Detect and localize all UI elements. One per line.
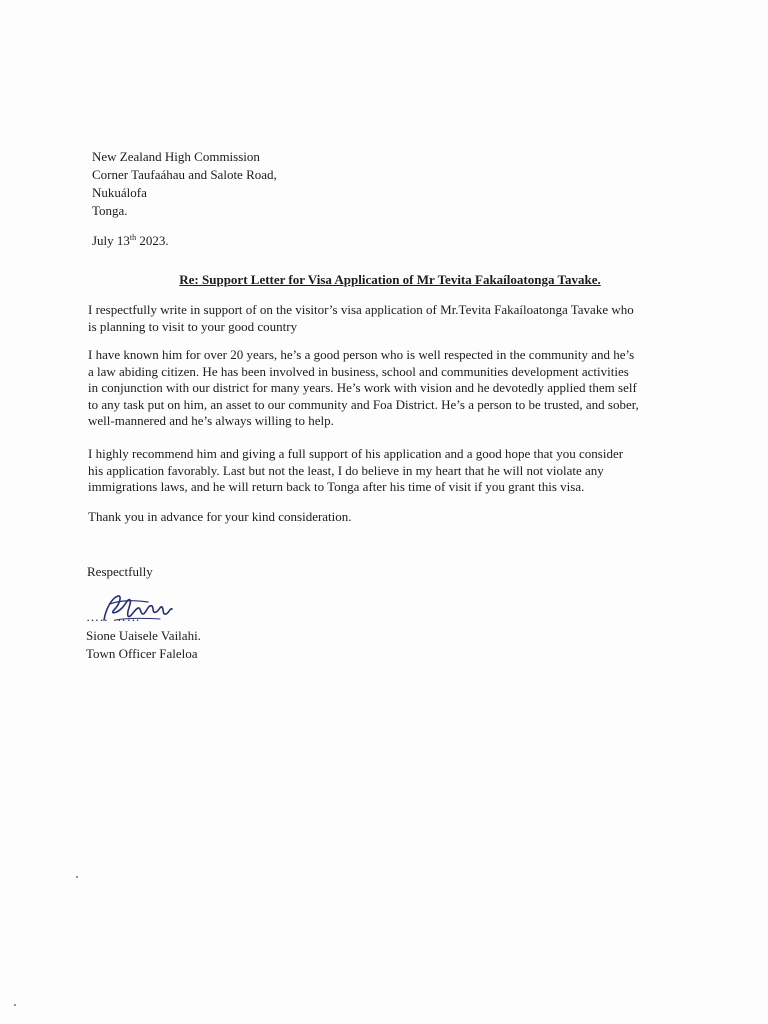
paragraph-4 — [88, 509, 352, 526]
paragraph-line: a law abiding citizen. He has been involved in business, school and communities development activities — [88, 363, 629, 379]
signer-block — [86, 627, 201, 663]
paragraph-line: to any task put on him, an asset to our community and Foa District. He’s a person to be trusted, and sober, — [88, 396, 639, 412]
paragraph-line: I respectfully write in support of on the visitor’s visa application of Mr.Tevita Fakaíloatonga Tavake who — [88, 302, 634, 317]
paragraph-line: I highly recommend him and giving a full support of his application and a good hope that you consider — [88, 446, 624, 461]
paragraph-1 — [88, 302, 634, 335]
paragraph-2 — [88, 347, 639, 430]
recipient-line: Corner Taufaáhau and Salote Road, — [92, 167, 277, 182]
recipient-line: Tonga. — [92, 203, 128, 218]
scan-speck — [14, 1004, 16, 1006]
paragraph-line: his application favorably. Last but not the least, I do believe in my heart that he will not violate any — [88, 462, 604, 478]
paragraph-line: in conjunction with our district for many years. He’s work with vision and he devotedly applied them self — [88, 380, 637, 395]
signer-title: Town Officer Faleloa — [86, 646, 198, 661]
date-prefix: July 13 — [92, 233, 130, 248]
paragraph-line: I have known him for over 20 years, he’s a good person who is well respected in the community and he’s — [88, 347, 635, 362]
paragraph-line: Thank you in advance for your kind consideration. — [88, 509, 352, 524]
paragraph-line: immigrations laws, and he will return back to Tonga after his time of visit if you grant this visa. — [88, 479, 585, 494]
recipient-address — [92, 148, 277, 220]
recipient-line: New Zealand High Commission — [92, 149, 260, 164]
signature-line: ….. …… — [86, 609, 141, 624]
subject-line: Re: Support Letter for Visa Application of Mr Tevita Fakaíloatonga Tavake. — [179, 272, 601, 287]
date-year: 2023. — [136, 233, 169, 248]
paragraph-line: well-mannered and he’s always willing to help. — [88, 413, 334, 428]
closing-salutation: Respectfully — [87, 564, 153, 579]
paragraph-line: is planning to visit to your good country — [88, 318, 298, 334]
date-suffix: th — [129, 233, 137, 242]
recipient-line: Nukuálofa — [92, 185, 147, 200]
paragraph-3 — [88, 446, 623, 496]
scan-speck — [76, 876, 78, 878]
signer-name: Sione Uaisele Vailahi. — [86, 628, 201, 643]
letter-date — [92, 233, 169, 249]
